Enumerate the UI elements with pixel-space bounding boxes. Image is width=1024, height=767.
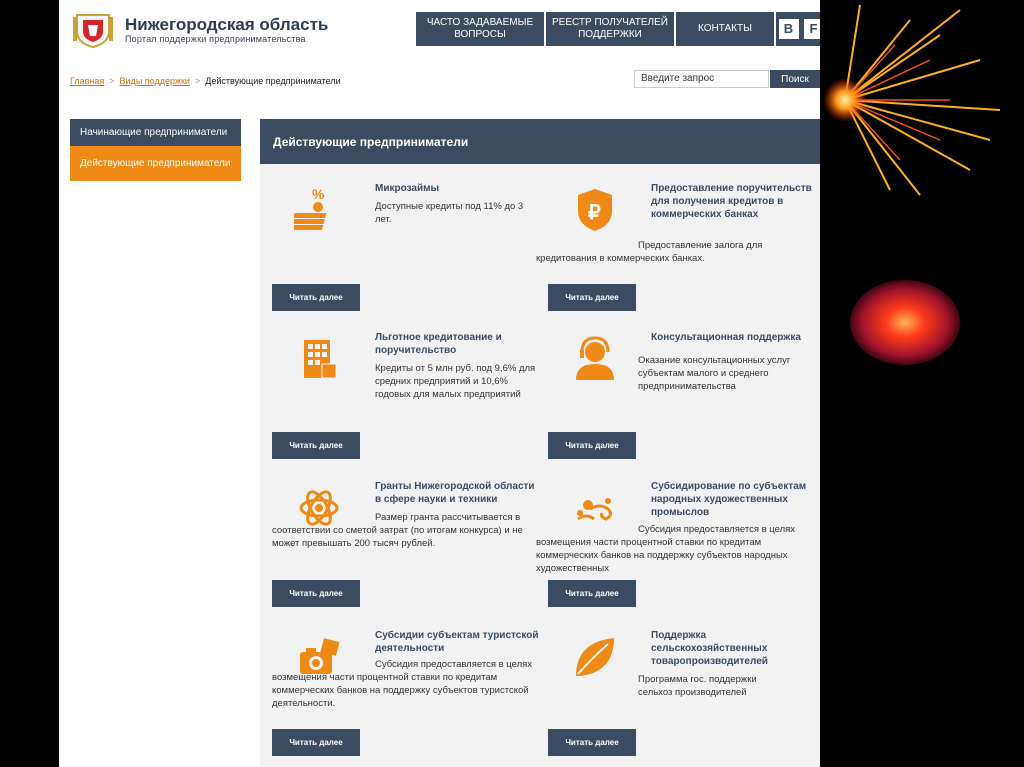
breadcrumb-separator: >	[109, 76, 115, 86]
breadcrumb	[70, 76, 341, 86]
card-description: Кредиты от 5 млн руб. под 9,6% для средних предприятий и 10,6% годовых для малых предприятий	[375, 363, 536, 400]
read-more-button[interactable]: Читать далее	[272, 432, 360, 459]
card-microloans	[260, 167, 530, 317]
read-more-button[interactable]: Читать далее	[548, 580, 636, 607]
breadcrumb-current: Действующие предприниматели	[205, 76, 341, 86]
card-description: Размер гранта рассчитывается в соответствии со сметой затрат (по итогам конкурса) и не может превышать 200 тысяч рублей.	[272, 512, 523, 549]
card-title[interactable]: Льготное кредитование и поручительство	[375, 332, 502, 356]
search-input[interactable]: Введите запрос	[634, 70, 769, 88]
headset-operator-icon	[570, 334, 620, 384]
card-folk-crafts	[536, 465, 806, 615]
browser-page	[59, 0, 820, 767]
sidebar-item-active[interactable]: Действующие предприниматели	[70, 146, 241, 181]
card-description: Предоставление залога для кредитования в коммерческих банках.	[536, 240, 763, 264]
coat-of-arms-logo[interactable]	[71, 11, 115, 49]
site-title[interactable]: Нижегородская область	[125, 15, 329, 34]
site-header	[59, 0, 820, 58]
card-grants	[260, 465, 535, 615]
read-more-button[interactable]: Читать далее	[272, 580, 360, 607]
card-description: Субсидия предоставляется в целях возмещения части процентной ставки по кредитам коммерческих банков на поддержку субъектов туристской деятельности.	[272, 659, 533, 709]
card-guarantees	[536, 167, 812, 317]
building-icon	[294, 334, 344, 384]
card-title[interactable]: Предоставление поручительств для получения кредитов в коммерческих банках	[651, 183, 812, 220]
breadcrumb-support-types[interactable]: Виды поддержки	[119, 76, 190, 86]
read-more-button[interactable]: Читать далее	[548, 432, 636, 459]
card-tourism	[260, 614, 539, 764]
card-title[interactable]: Субсидии субъектам туристской деятельности	[375, 630, 539, 654]
card-title[interactable]: Консультационная поддержка	[651, 332, 801, 343]
card-title[interactable]: Субсидирование по субъектам народных художественных промыслов	[651, 481, 807, 518]
sidebar-item-starting[interactable]: Начинающие предприниматели	[70, 119, 241, 146]
money-percent-icon	[294, 185, 344, 235]
nav-contacts[interactable]: КОНТАКТЫ	[676, 12, 774, 46]
main-content	[260, 119, 820, 767]
breadcrumb-home[interactable]: Главная	[70, 76, 105, 86]
card-title[interactable]: Поддержка сельскохозяйственных товаропроизводителей	[651, 630, 768, 667]
read-more-button[interactable]: Читать далее	[272, 729, 360, 756]
svg-text:₽: ₽	[588, 202, 601, 224]
ruble-shield-icon	[570, 185, 620, 235]
card-description: Доступные кредиты под 11% до 3 лет.	[375, 201, 524, 225]
firework-burst-icon	[820, 0, 1020, 200]
search-button[interactable]: Поиск	[770, 70, 820, 88]
card-agriculture	[536, 614, 806, 764]
sidebar	[70, 119, 241, 181]
card-title[interactable]: Микрозаймы	[375, 183, 440, 194]
svg-text:%: %	[312, 186, 325, 202]
facebook-icon[interactable]: F	[803, 18, 821, 40]
decorative-glow	[850, 280, 960, 365]
card-consulting	[536, 316, 806, 466]
social-links	[776, 12, 820, 46]
card-description: Оказание консультационных услуг субъектам малого и среднего предпринимательства	[638, 355, 791, 392]
breadcrumb-separator: >	[194, 76, 201, 86]
page-title: Действующие предприниматели	[260, 119, 820, 164]
nav-registry[interactable]: РЕЕСТР ПОЛУЧАТЕЛЕЙ ПОДДЕРЖКИ	[546, 12, 674, 46]
vk-icon[interactable]: B	[778, 18, 800, 40]
decorative-fireworks	[820, 0, 1024, 767]
read-more-button[interactable]: Читать далее	[272, 284, 360, 311]
card-title[interactable]: Гранты Нижегородской области в сфере науки и техники	[375, 481, 535, 505]
top-navigation	[416, 12, 820, 46]
card-description: Субсидия предоставляется в целях возмещения части процентной ставки по кредитам коммерческих банков на поддержку субъектов народных художественных	[536, 524, 796, 574]
nav-faq[interactable]: ЧАСТО ЗАДАВАЕМЫЕ ВОПРОСЫ	[416, 12, 544, 46]
card-preferential-credit	[260, 316, 536, 466]
site-subtitle: Портал поддержки предпринимательства	[125, 34, 306, 44]
read-more-button[interactable]: Читать далее	[548, 729, 636, 756]
read-more-button[interactable]: Читать далее	[548, 284, 636, 311]
card-description: Программа гос. поддержки сельхоз производителей	[638, 674, 757, 698]
leaf-icon	[570, 632, 620, 682]
